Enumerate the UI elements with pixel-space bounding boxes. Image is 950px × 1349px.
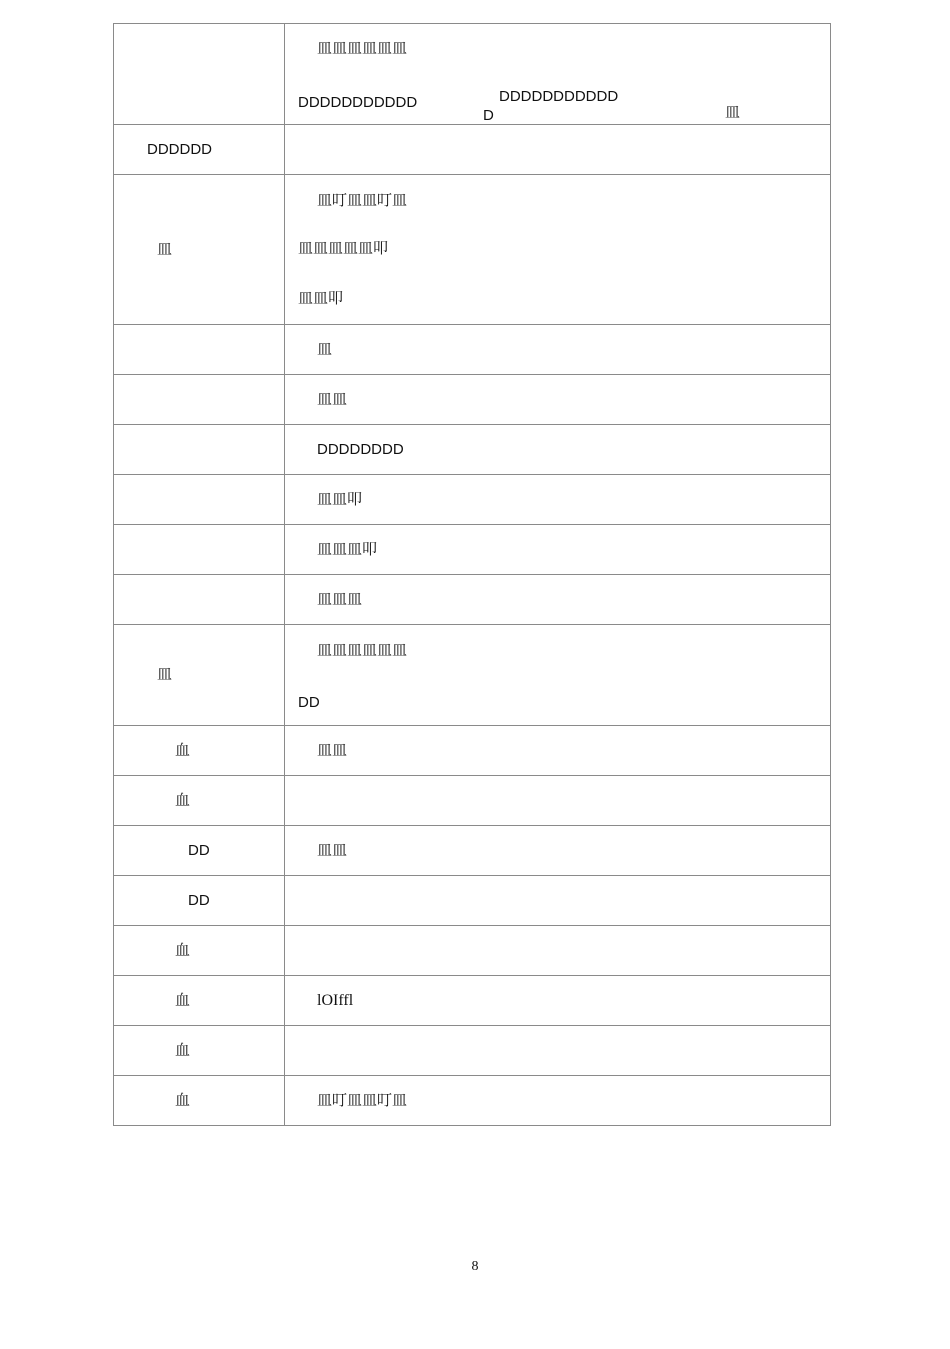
row-value: 皿皿叩 — [317, 490, 363, 508]
row-label-cell — [114, 375, 285, 425]
row-value-cell — [285, 976, 831, 1026]
row-value-cell — [285, 625, 831, 726]
row-label: DD — [188, 891, 210, 909]
row-label-cell — [114, 575, 285, 625]
row-value-cell — [285, 1026, 831, 1076]
table-row — [114, 726, 831, 776]
row-label-cell — [114, 475, 285, 525]
row-value-line: D — [483, 107, 494, 124]
row-label-cell — [114, 525, 285, 575]
row-label-cell — [114, 625, 285, 726]
row-label-cell — [114, 776, 285, 826]
row-value-cell — [285, 926, 831, 976]
table-row — [114, 325, 831, 375]
row-value: 皿叮皿皿叮皿 — [317, 1091, 408, 1109]
table-row — [114, 876, 831, 926]
row-label-cell — [114, 876, 285, 926]
row-value: 皿皿 — [317, 390, 348, 408]
row-value-cell — [285, 1076, 831, 1126]
row-label-cell — [114, 425, 285, 475]
row-value-line: DDDDDDDDDDD — [298, 94, 418, 111]
table-row — [114, 525, 831, 575]
row-value: DDDDDDDD — [317, 440, 404, 458]
row-label: 血 — [175, 791, 191, 809]
table-row — [114, 826, 831, 876]
document-table — [113, 23, 831, 1126]
row-value-cell — [285, 876, 831, 926]
row-label: 血 — [175, 941, 191, 959]
row-label-cell — [114, 976, 285, 1026]
row-label-cell — [114, 926, 285, 976]
row-label-cell — [114, 726, 285, 776]
row-value-cell — [285, 325, 831, 375]
row-label-cell — [114, 1076, 285, 1126]
row-value-cell — [285, 525, 831, 575]
table-row — [114, 926, 831, 976]
row-value: 皿皿 — [317, 841, 348, 859]
row-label-cell — [114, 826, 285, 876]
row-value-line: 皿皿叩 — [298, 290, 344, 307]
row-label: DDDDDD — [147, 140, 212, 158]
row-value-cell — [285, 125, 831, 175]
table-row — [114, 24, 831, 125]
row-value-cell — [285, 425, 831, 475]
row-label-cell — [114, 24, 285, 125]
row-value: lOIffl — [317, 991, 354, 1009]
row-value-line: 皿 — [725, 104, 741, 121]
row-label: 血 — [175, 991, 191, 1009]
row-value: 皿皿 — [317, 741, 348, 759]
table-row — [114, 1026, 831, 1076]
row-label-cell — [114, 125, 285, 175]
table-row — [114, 625, 831, 726]
row-label: 皿 — [157, 666, 173, 683]
table-row — [114, 425, 831, 475]
row-value: 皿皿皿叩 — [317, 540, 378, 558]
row-label-cell — [114, 1026, 285, 1076]
table-row — [114, 475, 831, 525]
row-value-cell — [285, 375, 831, 425]
row-value-line: DD — [298, 694, 320, 711]
row-label: 血 — [175, 1091, 191, 1109]
table-row — [114, 175, 831, 325]
row-value-cell — [285, 24, 831, 125]
table-row — [114, 375, 831, 425]
row-value-cell — [285, 776, 831, 826]
row-label: 皿 — [157, 240, 173, 258]
row-value-line: 皿叮皿皿叮皿 — [317, 192, 408, 209]
row-value-cell — [285, 726, 831, 776]
row-value-line: DDDDDDDDDDD — [499, 88, 619, 105]
row-value-cell — [285, 175, 831, 325]
row-label: DD — [188, 841, 210, 859]
table-row — [114, 776, 831, 826]
table-row — [114, 125, 831, 175]
table-row — [114, 1076, 831, 1126]
table-row — [114, 575, 831, 625]
row-value-line: 皿皿皿皿皿叩 — [298, 240, 389, 257]
table-row — [114, 976, 831, 1026]
row-label-cell — [114, 175, 285, 325]
row-label-cell — [114, 325, 285, 375]
row-value: 皿皿皿 — [317, 590, 363, 608]
row-value-line: 皿皿皿皿皿皿 — [317, 642, 408, 659]
row-value-cell — [285, 575, 831, 625]
row-value: 皿 — [317, 340, 333, 358]
page-number: 8 — [471, 1259, 479, 1274]
row-value-line: 皿皿皿皿皿皿 — [317, 40, 408, 57]
row-value-cell — [285, 826, 831, 876]
row-label: 血 — [175, 741, 191, 759]
row-label: 血 — [175, 1041, 191, 1059]
row-value-cell — [285, 475, 831, 525]
